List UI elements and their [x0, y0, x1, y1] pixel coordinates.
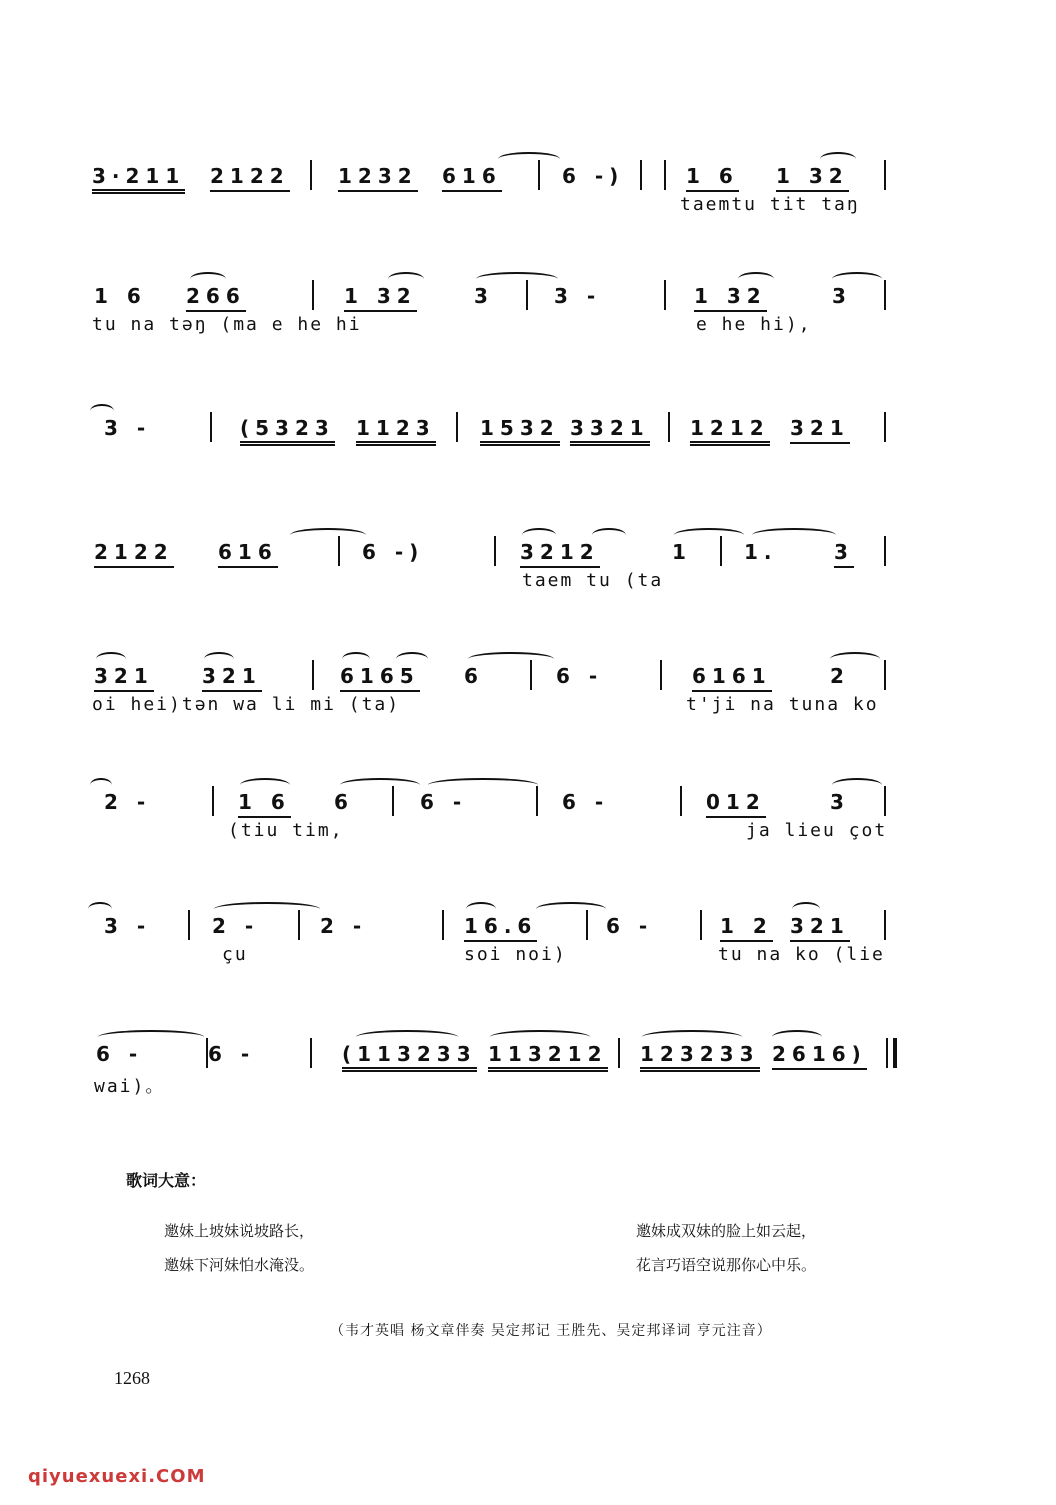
slur: [98, 1030, 204, 1044]
barline: [884, 160, 886, 190]
lyric-text: oi hei)tәn wa li mi (ta): [92, 694, 401, 715]
note-group: 321: [94, 664, 154, 692]
barline: [310, 1038, 312, 1068]
note-group: 266: [186, 284, 246, 312]
notation-row: [0, 650, 1056, 694]
barline: [456, 412, 458, 442]
notation-row: [0, 526, 1056, 570]
slur: [522, 528, 556, 542]
note-group: 3 -: [104, 416, 152, 440]
verse-left: [164, 1214, 314, 1282]
note-group: 3 -: [104, 914, 152, 938]
note-group: 321: [790, 914, 850, 942]
slur: [792, 902, 820, 916]
note-group: 2: [830, 664, 850, 688]
lyric-text: t'ji na tuna ko: [686, 694, 879, 715]
lyrics-meaning-title: 歌词大意：: [126, 1171, 207, 1190]
lyrics-row: [0, 570, 1056, 600]
note-group: 321: [790, 416, 850, 444]
verse-right-line-1: 邀妹成双妹的脸上如云起，: [636, 1222, 817, 1240]
note-group: 6 -: [562, 790, 610, 814]
slur: [498, 152, 560, 166]
slur: [466, 902, 496, 916]
slur: [674, 528, 744, 542]
slur: [468, 652, 554, 666]
barline: [668, 412, 670, 442]
note-group: 6 -): [362, 540, 425, 564]
note-group: 1: [672, 540, 692, 564]
note-group: 616: [218, 540, 278, 568]
lyric-text: taem tu (ta: [522, 570, 664, 591]
barline: [884, 412, 886, 442]
note-group: 3: [830, 790, 850, 814]
slur: [204, 652, 234, 666]
score-line: [0, 402, 1056, 492]
note-group: 6 -: [606, 914, 654, 938]
note-group: 6 -: [96, 1042, 144, 1066]
note-group: 1123: [356, 416, 436, 446]
slur: [342, 652, 370, 666]
note-group: 3321: [570, 416, 650, 446]
slur: [536, 902, 606, 916]
note-group: 113212: [488, 1042, 608, 1072]
slur: [190, 272, 226, 286]
slur: [290, 528, 366, 542]
lyric-text: tu na tәŋ (ma e he hi: [92, 314, 362, 335]
barline: [442, 910, 444, 940]
slur: [592, 528, 626, 542]
note-group: 1212: [690, 416, 770, 446]
note-group: 16.6: [464, 914, 537, 942]
slur: [772, 1030, 822, 1044]
slur: [832, 778, 882, 792]
note-group: 616: [442, 164, 502, 192]
score-line: [0, 1028, 1056, 1118]
slur: [214, 902, 320, 916]
barline: [310, 160, 312, 190]
slur: [388, 272, 424, 286]
barline: [640, 160, 642, 190]
lyric-text: (tiu tim,: [228, 820, 344, 841]
slur: [396, 652, 428, 666]
lyrics-row: [0, 944, 1056, 974]
note-group: 3: [474, 284, 494, 308]
notation-row: [0, 150, 1056, 194]
lyric-text: çu: [222, 944, 248, 965]
score-line: [0, 150, 1056, 240]
slur: [490, 1030, 590, 1044]
verse-right-line-2: 花言巧语空说那你心中乐。: [636, 1256, 817, 1274]
note-group: 6: [464, 664, 484, 688]
barline: [312, 660, 314, 690]
verse-right: [636, 1214, 816, 1282]
note-group: 321: [202, 664, 262, 692]
slur: [96, 652, 126, 666]
barline: [884, 660, 886, 690]
slur: [240, 778, 290, 792]
lyrics-row: [0, 1072, 1056, 1102]
barline: [884, 910, 886, 940]
barline: [660, 660, 662, 690]
verse-left-line-2: 邀妹下河妹怕水淹没。: [164, 1256, 315, 1274]
barline: [312, 280, 314, 310]
note-group: 1 32: [776, 164, 849, 192]
note-group: (113233: [342, 1042, 477, 1072]
note-group: 3: [834, 540, 854, 568]
note-group: 1 6: [94, 284, 147, 308]
slur: [356, 1030, 458, 1044]
note-group: 3·211: [92, 164, 185, 194]
note-group: 012: [706, 790, 766, 818]
notation-row: [0, 270, 1056, 314]
slur: [340, 778, 420, 792]
slur: [90, 778, 112, 792]
slur: [428, 778, 538, 792]
note-group: 1.: [744, 540, 778, 564]
barline: [664, 280, 666, 310]
lyrics-row: [0, 694, 1056, 724]
barline: [884, 536, 886, 566]
note-group: 6161: [692, 664, 772, 692]
lyrics-row: [0, 820, 1056, 850]
notation-row: [0, 776, 1056, 820]
score-line: [0, 650, 1056, 740]
note-group: 3212: [520, 540, 600, 568]
note-group: 6165: [340, 664, 420, 692]
note-group: 6 -): [562, 164, 625, 188]
barline: [210, 412, 212, 442]
note-group: 2 -: [320, 914, 368, 938]
barline: [188, 910, 190, 940]
score-line: [0, 270, 1056, 360]
note-group: 2122: [94, 540, 174, 568]
lyrics-row: [0, 314, 1056, 344]
note-group: 2616): [772, 1042, 867, 1070]
lyric-text: taemtu tit taŋ: [680, 194, 860, 215]
lyric-text: ja lieu çot: [746, 820, 888, 841]
note-group: 1 32: [344, 284, 417, 312]
note-group: 1 6: [238, 790, 291, 818]
barline: [212, 786, 214, 816]
barline: [618, 1038, 620, 1068]
note-group: 2122: [210, 164, 290, 192]
slur: [90, 404, 114, 418]
slur: [738, 272, 774, 286]
score-line: [0, 900, 1056, 990]
slur: [830, 652, 880, 666]
note-group: 3 -: [554, 284, 602, 308]
lyrics-row: [0, 194, 1056, 224]
note-group: (5323: [240, 416, 335, 446]
note-group: 1 32: [694, 284, 767, 312]
lyric-text: tu na ko (lie: [718, 944, 885, 965]
note-group: 6 -: [420, 790, 468, 814]
verse-left-line-1: 邀妹上坡妹说坡路长，: [164, 1222, 315, 1240]
note-group: 6 -: [556, 664, 604, 688]
note-group: 2 -: [104, 790, 152, 814]
slur: [820, 152, 856, 166]
barline: [884, 786, 886, 816]
note-group: 123233: [640, 1042, 760, 1072]
note-group: 3: [832, 284, 852, 308]
slur: [88, 902, 112, 916]
note-group: 1232: [338, 164, 418, 192]
slur: [642, 1030, 742, 1044]
barline: [700, 910, 702, 940]
slur: [832, 272, 882, 286]
notation-row: [0, 1028, 1056, 1072]
note-group: 6: [334, 790, 354, 814]
page-number: 1268: [114, 1368, 150, 1388]
notation-row: [0, 402, 1056, 446]
slur: [752, 528, 836, 542]
slur: [476, 272, 558, 286]
credits: （韦才英唱 杨文章伴奏 吴定邦记 王胜先、吴定邦译词 亨元注音）: [330, 1323, 772, 1339]
score-line: [0, 776, 1056, 866]
final-barline: [886, 1038, 897, 1068]
watermark-logo: qiyuexuexi.COM: [28, 1466, 206, 1487]
lyric-text: e he hi),: [696, 314, 812, 335]
barline: [884, 280, 886, 310]
notation-row: [0, 900, 1056, 944]
barline: [664, 160, 666, 190]
barline: [494, 536, 496, 566]
note-group: 6 -: [208, 1042, 256, 1066]
note-group: 2 -: [212, 914, 260, 938]
note-group: 1 6: [686, 164, 739, 192]
lyric-text: soi noi): [464, 944, 567, 965]
score-line: [0, 526, 1056, 616]
lyrics-row: [0, 446, 1056, 476]
note-group: 1 2: [720, 914, 773, 942]
lyric-text: wai)。: [94, 1076, 166, 1097]
barline: [680, 786, 682, 816]
note-group: 1532: [480, 416, 560, 446]
